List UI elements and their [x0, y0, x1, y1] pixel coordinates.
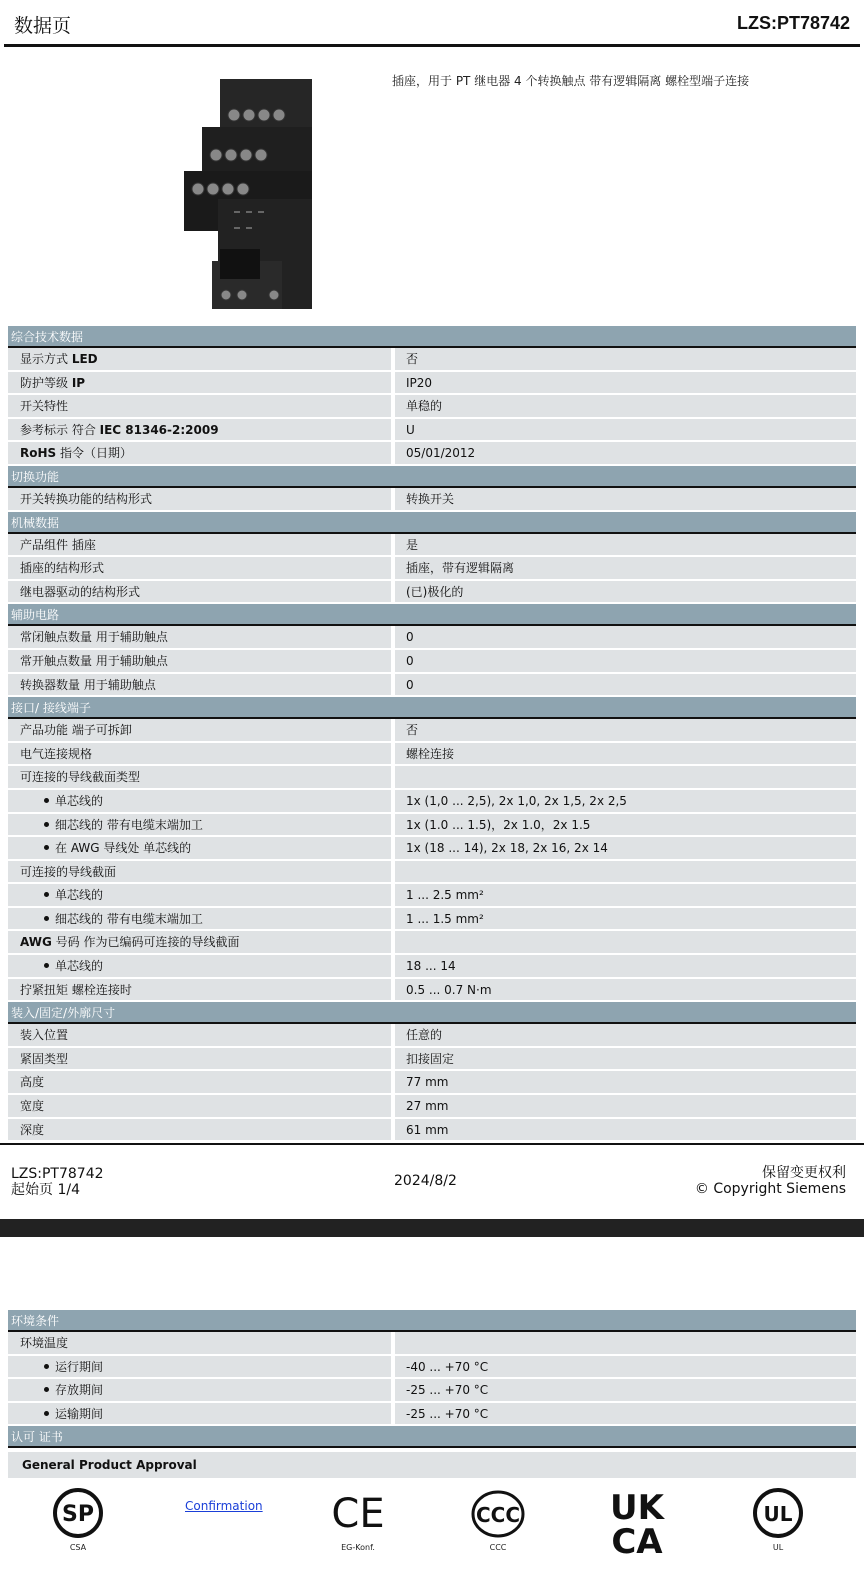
table-row: 显示方式 LED 否	[8, 348, 856, 372]
ce-logo: CE EG-Konf.	[331, 1491, 385, 1552]
table-row: 单芯线的 18 ... 14	[8, 955, 856, 979]
svg-text:UL: UL	[763, 1502, 793, 1526]
table-row: 可连接的导线截面	[8, 861, 856, 885]
table-row: RoHS 指令（日期） 05/01/2012	[8, 442, 856, 466]
table-row: 插座的结构形式 插座，带有逻辑隔离	[8, 557, 856, 581]
table-row: 运输期间 -25 ... +70 °C	[8, 1403, 856, 1427]
ccc-logo: CCC CCC	[470, 1487, 526, 1552]
section-switching-header: 切换功能	[8, 466, 856, 488]
table-row: 可连接的导线截面类型	[8, 766, 856, 790]
table-row: 单芯线的 1 ... 2.5 mm²	[8, 884, 856, 908]
section-aux-header: 辅助电路	[8, 604, 856, 626]
bullet-icon	[44, 845, 49, 850]
table-row: AWG 号码 作为已编码可连接的导线截面	[8, 931, 856, 955]
header-divider	[4, 44, 860, 47]
table-row: 装入位置 任意的	[8, 1024, 856, 1048]
svg-text:UK: UK	[610, 1488, 664, 1528]
footer-right: 保留变更权利 © Copyright Siemens	[694, 1165, 846, 1197]
page-footer	[0, 1143, 864, 1205]
table-row: 产品组件 插座 是	[8, 534, 856, 558]
table-row: 防护等级 IP IP20	[8, 372, 856, 396]
table-row: 常开触点数量 用于辅助触点 0	[8, 650, 856, 674]
svg-text:CCC: CCC	[475, 1503, 521, 1527]
product-image	[182, 79, 318, 311]
table-row: 转换器数量 用于辅助触点 0	[8, 674, 856, 698]
datasheet-table-page1	[8, 326, 856, 1142]
table-row: 开关特性 单稳的	[8, 395, 856, 419]
svg-text:CA: CA	[611, 1522, 663, 1555]
table-row: 高度 77 mm	[8, 1071, 856, 1095]
table-row: 电气连接规格 螺栓连接	[8, 743, 856, 767]
page-title: 数据页	[14, 15, 72, 37]
bullet-icon	[44, 892, 49, 897]
csa-logo: SP CSA	[52, 1487, 104, 1552]
table-row: 在 AWG 导线处 单芯线的 1x (18 ... 14), 2x 18, 2x 16, 2x 14	[8, 837, 856, 861]
table-row: 细芯线的 带有电缆末端加工 1 ... 1.5 mm²	[8, 908, 856, 932]
section-general-header: 综合技术数据	[8, 326, 856, 348]
bullet-icon	[44, 798, 49, 803]
page-header	[0, 0, 864, 48]
ukca-logo	[604, 1487, 670, 1559]
footer-left: LZS:PT78742 起始页 1/4	[11, 1166, 104, 1198]
datasheet-table-page2	[8, 1310, 856, 1478]
section-mechanical-header: 机械数据	[8, 512, 856, 534]
ul-logo: UL UL	[752, 1487, 804, 1552]
table-row: 常闭触点数量 用于辅助触点 0	[8, 626, 856, 650]
section-certs-header: 认可 证书	[8, 1426, 856, 1448]
table-row: 细芯线的 带有电缆末端加工 1x (1.0 ... 1.5)，2x 1.0，2x 1.5	[8, 814, 856, 838]
table-row: 存放期间 -25 ... +70 °C	[8, 1379, 856, 1403]
bullet-icon	[44, 1387, 49, 1392]
table-row: 紧固类型 扣接固定	[8, 1048, 856, 1072]
section-environment-header: 环境条件	[8, 1310, 856, 1332]
table-row: 开关转换功能的结构形式 转换开关	[8, 488, 856, 512]
certification-logos	[8, 1487, 856, 1567]
table-row: 运行期间 -40 ... +70 °C	[8, 1356, 856, 1380]
approval-heading: General Product Approval	[8, 1452, 856, 1478]
product-description: 插座，用于 PT 继电器 4 个转换触点 带有逻辑隔离 螺栓型端子连接	[392, 74, 750, 88]
table-row: 单芯线的 1x (1,0 ... 2,5), 2x 1,0, 2x 1,5, 2x 2,5	[8, 790, 856, 814]
section-mounting-header: 装入/固定/外廓尺寸	[8, 1002, 856, 1024]
table-row: 环境温度	[8, 1332, 856, 1356]
svg-text:CE: CE	[331, 1491, 385, 1537]
bullet-icon	[44, 1411, 49, 1416]
svg-text:SP: SP	[62, 1502, 94, 1527]
footer-date: 2024/8/2	[394, 1173, 457, 1189]
table-row: 参考标示 符合 IEC 81346-2:2009 U	[8, 419, 856, 443]
page-break-bar	[0, 1219, 864, 1237]
section-connections-header: 接口/ 接线端子	[8, 697, 856, 719]
confirmation-link[interactable]: Confirmation	[185, 1499, 263, 1513]
table-row: 深度 61 mm	[8, 1119, 856, 1143]
table-row: 拧紧扭矩 螺栓连接时 0.5 ... 0.7 N·m	[8, 979, 856, 1003]
table-row: 继电器驱动的结构形式 (已)极化的	[8, 581, 856, 605]
bullet-icon	[44, 963, 49, 968]
bullet-icon	[44, 1364, 49, 1369]
bullet-icon	[44, 916, 49, 921]
table-row: 宽度 27 mm	[8, 1095, 856, 1119]
product-code: LZS:PT78742	[736, 13, 850, 33]
bullet-icon	[44, 822, 49, 827]
table-row: 产品功能 端子可拆卸 否	[8, 719, 856, 743]
